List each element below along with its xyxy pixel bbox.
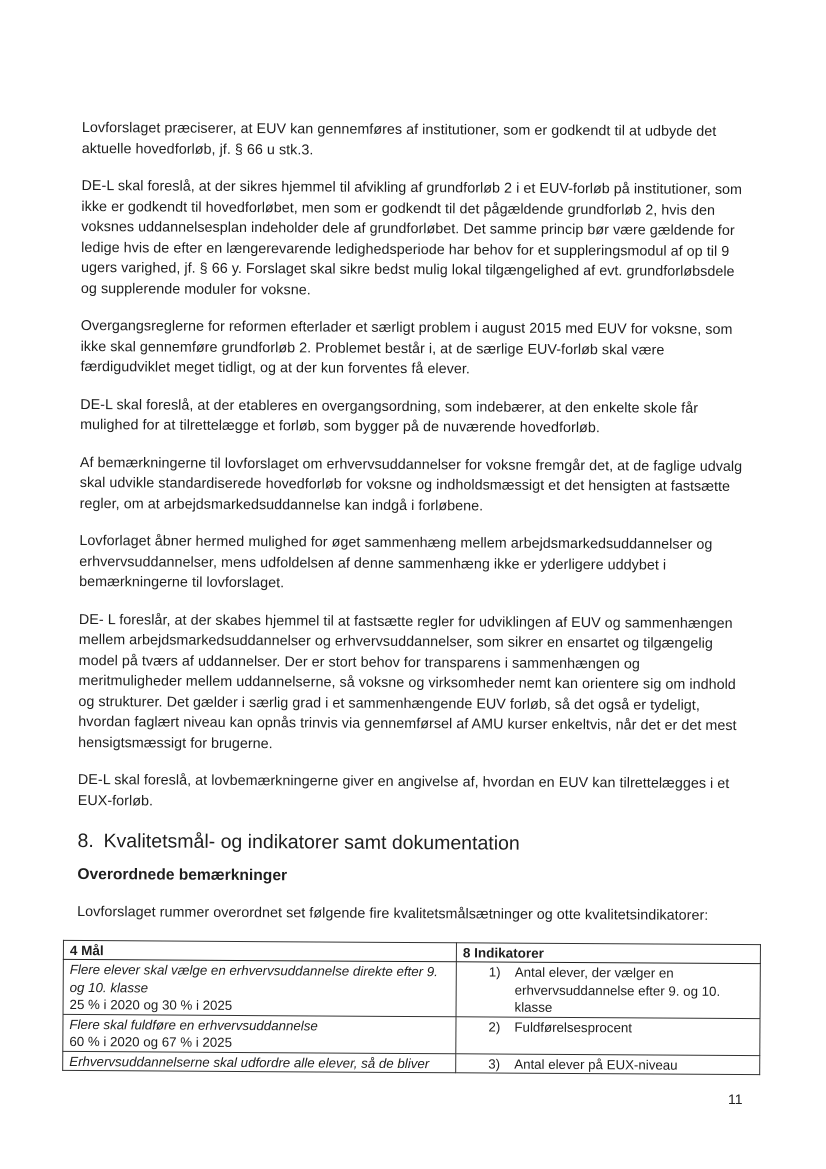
- paragraph: DE-L skal foreslå, at lovbemærkningerne giver en angivelse af, hvordan en EUV kan tilrettelægges i et EUX-forløb.: [77, 771, 730, 809]
- table-row: [63, 1051, 760, 1075]
- goals-indicators-table: [62, 939, 761, 1075]
- indicator-cell: [456, 962, 760, 1018]
- table-row: [63, 1014, 760, 1055]
- paragraph: DE- L foreslår, at der skabes hjemmel til at fastsætte regler for udviklingen af EUV og sammenhængen mellem arbejdsmarkedsuddannelser og erhvervsuddannelser, som sikrer en ensartet og tilgængelig model på tværs af uddannelser. Der er stort behov for transparens i sammenhængen og meritmuligheder mellem uddannelserne, så voksne og virksomheder nemt kan orientere sig om indhold og strukturer. Det gælder i særlig grad i et sammenhængende EUV forløb, så det også er tydeligt, hvordan faglært niveau kan opnås trinvis via gennemførsel af AMU kurser enkeltvis, når det er det mest hensigtsmæssigt for brugerne.: [78, 611, 737, 752]
- paragraph: DE-L skal foreslå, at der etableres en overgangsordning, som indebærer, at den enkelte skole får mulighed for at tilrettelægge et forløb, som bygger på de nuværende hovedforløb.: [80, 396, 699, 437]
- indicator-item: [463, 963, 754, 1017]
- indicator-text: Antal elever, der vælger en erhvervsuddannelse efter 9. og 10. klasse: [514, 964, 721, 1015]
- goal-cell: [63, 1014, 456, 1053]
- paragraph: Lovforslaget præciserer, at EUV kan gennemføres af institutioner, som er godkendt til at udbyde det aktuelle hovedforløb, jf. § 66 u stk.3.: [81, 119, 717, 158]
- section-heading: [78, 828, 742, 858]
- indicator-number: 3): [488, 1055, 501, 1072]
- indicator-cell: [456, 1053, 760, 1074]
- paragraph: Overgangsreglerne for reformen efterlader et særligt problem i august 2015 med EUV for voksne, som ikke skal gennemføre grundforløb 2. Problemet består i, at de særlige EUV-forløb skal være færdigudviklet meget tidligt, og at der kun forventes få elever.: [80, 317, 733, 378]
- indicator-cell: [456, 1016, 760, 1055]
- goal-text: Flere elever skal vælge en erhvervsuddannelse direkte efter 9. og 10. klasse: [69, 961, 438, 995]
- paragraph: DE-L skal foreslå, at der sikres hjemmel til afvikling af grundforløb 2 i et EUV-forløb på institutioner, som ikke er godkendt til hovedforløbet, men som er godkendt til det pågældende grundforløb 2, hvis den voksnes uddannelsesplan indeholder dele af grundforløbet. Det samme princip bør være gældende for ledige hvis de efter en længerevarende ledighedsperiode har behov for et suppleringsmodul af op til 9 ugers varighed, jf. § 66 y. Forslaget skal sikre bedst mulig lokal tilgængelighed af evt. grundforløbsdele og supplerende moduler for voksne.: [80, 177, 743, 298]
- goal-target: 25 % i 2020 og 30 % i 2025: [69, 996, 233, 1013]
- goal-cell: [63, 959, 456, 1016]
- indicator-number: 2): [488, 1019, 501, 1035]
- intro-paragraph: Lovforslaget rummer overordnet set følgende fire kvalitetsmålsætninger og otte kvalitetsindikatorer:: [77, 903, 709, 924]
- page-number: 11: [728, 1091, 743, 1107]
- indicator-text: Antal elever på EUX-niveau: [514, 1056, 678, 1073]
- goal-cell: [63, 1051, 456, 1073]
- goal-text: Flere skal fuldføre en erhvervsuddannelse: [69, 1016, 318, 1033]
- goal-text: Erhvervsuddannelserne skal udfordre alle elever, så de bliver: [69, 1053, 430, 1071]
- document-body: [69, 118, 746, 1075]
- indicator-item: [462, 1055, 753, 1074]
- goals-column-header: 4 Mål: [63, 940, 456, 962]
- goal-target: 60 % i 2020 og 67 % i 2025: [69, 1033, 233, 1050]
- subheading: Overordnede bemærkninger: [77, 865, 288, 885]
- indicator-text: Fuldførelsesprocent: [514, 1019, 633, 1035]
- paragraph: Af bemærkningerne til lovforslaget om erhvervsuddannelser for voksne fremgår det, at de faglige udvalg skal udvikle standardiserede hovedforløb for voksne og indholdsmæssigt et det hensigten at fastsætte regler, om at arbejdsmarkedsuddannelse kan indgå i forløbene.: [79, 454, 743, 514]
- indicators-column-header: 8 Indikatorer: [456, 942, 760, 963]
- paragraph: Lovforlaget åbner hermed mulighed for øget sammenhæng mellem arbejdsmarkedsuddannelser og erhvervsuddannelser, mens udfoldelsen af denne sammenhæng ikke er yderligere uddybet i bemærkningerne til lovforslaget.: [79, 532, 713, 592]
- section-title: Kvalitetsmål- og indikatorer samt dokumentation: [103, 830, 520, 855]
- section-number: 8.: [77, 829, 94, 853]
- indicator-item: [462, 1018, 753, 1037]
- indicator-number: 1): [488, 964, 501, 980]
- table-row: [63, 959, 760, 1018]
